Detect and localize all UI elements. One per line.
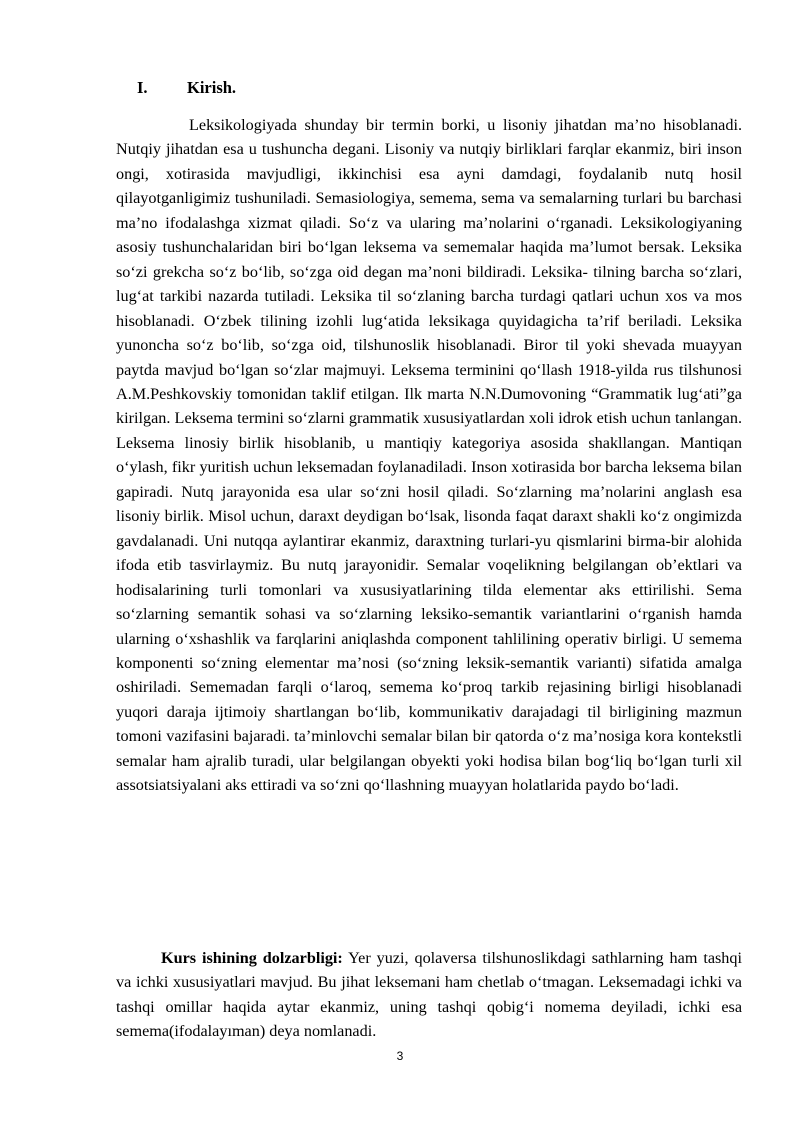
relevance-lead: Kurs ishining dolzarbligi: (161, 949, 343, 967)
page-number: 3 (396, 1049, 404, 1063)
introduction-paragraph: Leksikologiyada shunday bir termin borki, u lisoniy jihatdan ma’no hisoblanadi. Nutqiy jihatdan esa u tushuncha degani. Lisoniy va nutqiy birliklari farqlar ekanmiz, biri inson ongi, xotirasida mavjudligi, ikkinchisi esa ayni damdagi, foydalanib nutq hosil qilayotganligimiz tushuniladi. Semasiologiya, semema, sema va semalarning turlari bu barchasi ma’no ifodalashga xizmat qiladi. So‘z va ularing ma’nolarini o‘rganadi. Leksikologiyaning asosiy tushunchalaridan biri bo‘lgan leksema va sememalar haqida ma’lumot bersak. Leksika so‘zi grekcha so‘z bo‘lib, so‘zga oid degan ma’noni bildiradi. Leksika- tilning barcha so‘zlari, lug‘at tarkibi nazarda tutiladi. Leksika til so‘zlaning barcha turdagi qatlari uchun xos va mos hisoblanadi. O‘zbek tilining izohli lug‘atida leksikaga quyidagicha ta’rif beriladi. Leksika yunoncha so‘z bo‘lib, so‘zga oid, tilshunoslik hisoblanadi. Biror til yoki shevada muayyan paytda mavjud bo‘lgan so‘zlar majmuyi. Leksema terminini qo‘llash 1918-yilda rus tilshunosi A.M.Peshkovskiy tomonidan taklif etilgan. Ilk marta N.N.Dumovoning “Grammatik lug‘ati”ga kirilgan. Leksema termini so‘zlarni grammatik xususiyatlardan xoli idrok etish uchun tanlangan. Leksema linosiy birlik hisoblanib, u mantiqiy kategoriya asosida shakllangan. Mantiqan o‘ylash, fikr yuritish uchun leksemadan foylanadiladi. Inson xotirasida bor barcha leksema bilan gapiradi. Nutq jarayonida esa ular so‘zni hosil qiladi. So‘zlarning ma’nolarini anglash esa lisoniy birlik. Misol uchun, daraxt deydigan bo‘lsak, lisonda faqat daraxt shakli ko‘z ongimizda gavdalanadi. Uni nutqqa aylantirar ekanmiz, daraxtning turlari-yu qismlarini birma-bir alohida ifoda etib tasvirlaymiz. Bu nutq jarayonidir. Semalar voqelikning belgilangan ob’ektlari va hodisalarining turli tomonlari va xususiyatlarining tilda elementar aks ettirilishi. Sema so‘zlarning semantik sohasi va so‘zlarning leksiko-semantik variantlarini o‘rganish hamda ularning o‘xshashlik va farqlarini aniqlashda component tahlilining operativ birligi. U semema komponenti so‘zning elementar ma’nosi (so‘zning leksik-semantik varianti) sifatida amalga oshiriladi. Sememadan farqli o‘laroq, semema ko‘proq tarkib rejasining birligi hisoblanadi yuqori daraja ijtimoiy shartlangan bo‘lib, kommunikativ darajadagi til birligining mazmun tomoni vazifasini bajaradi. ta’minlovchi semalar bilan bir qatorda o‘z ma’nosiga kora kontekstli semalar ham ajralib turadi, ular belgilangan obyekti yoki hodisa bilan bog‘liq bo‘lgan turli xil assotsiatsiyalani aks ettiradi va so‘zni qo‘llashning muayyan holatlarida paydo bo‘ladi. (116, 116, 742, 795)
section-heading (137, 76, 236, 100)
section-title: Kirish. (187, 78, 237, 97)
relevance-paragraph (116, 946, 742, 1044)
section-number: I. (137, 78, 148, 97)
relevance-text: Yer yuzi, qolaversa tilshunoslikdagi sathlarning ham tashqi va ichki xususiyatlari mavjud. Bu jihat leksemani ham chetlab o‘tmagan. Leksemadagi ichki va tashqi omillar haqida aytar ekanmiz, uning tashqi qobig‘i nomema deyiladi, ichki esa semema(ifodalayıman) deya nomlanadi. (116, 949, 742, 1041)
